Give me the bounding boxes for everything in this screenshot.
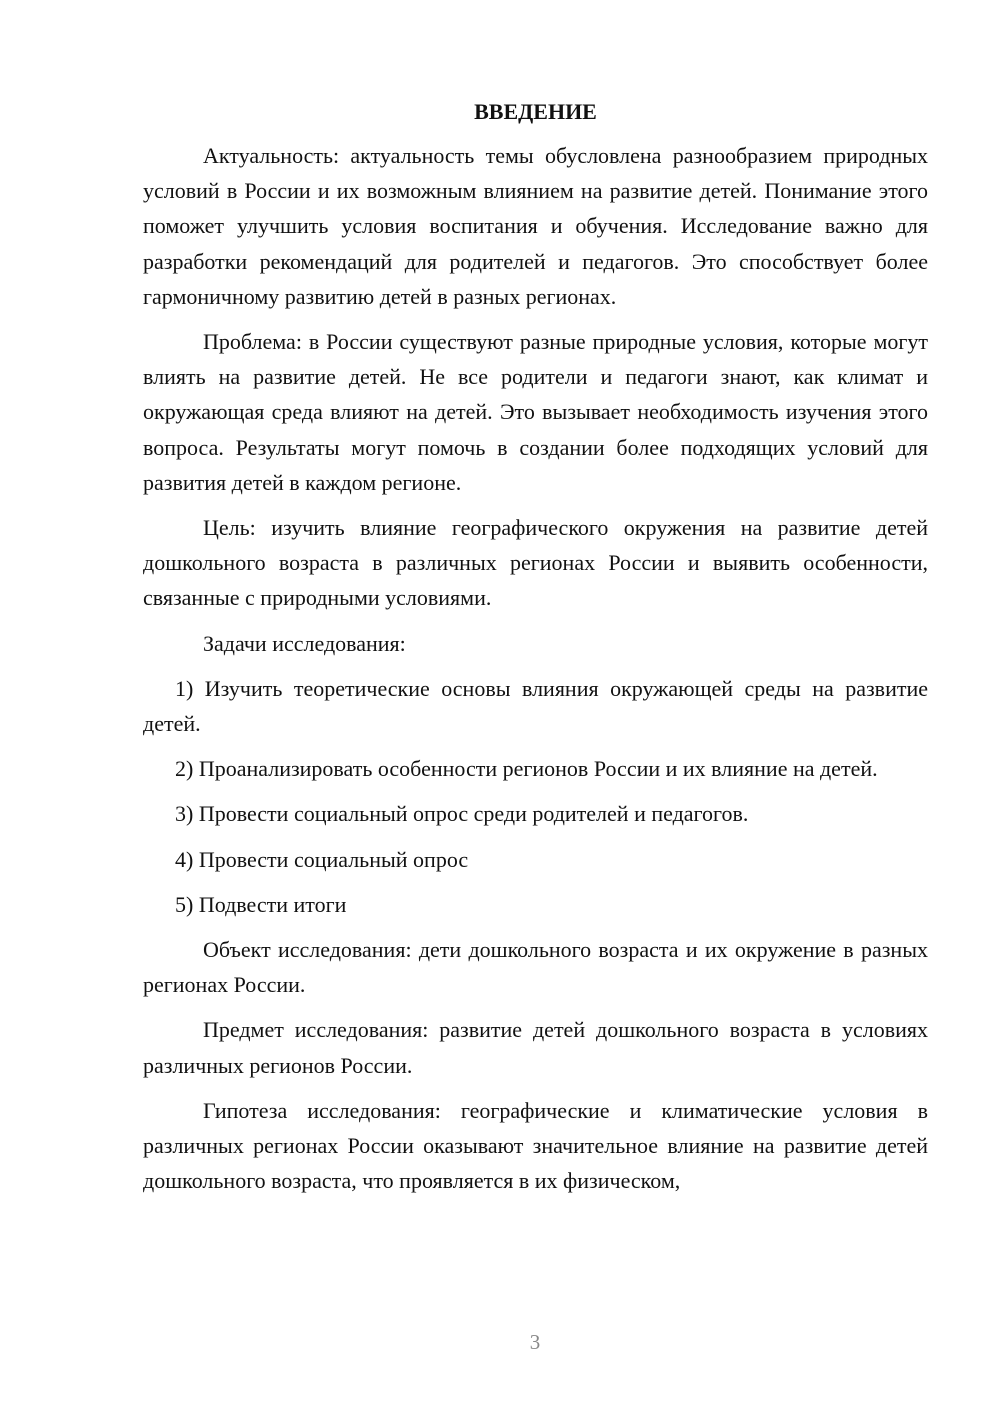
task-item-3: 3) Провести социальный опрос среди родителей и педагогов. [175, 801, 749, 827]
paragraph-object: Объект исследования: дети дошкольного возраста и их окружение в разных регионах России. [143, 937, 928, 998]
task-item-1: 1) Изучить теоретические основы влияния окружающей среды на развитие детей. [143, 675, 928, 737]
paragraph-hypothesis: Гипотеза исследования: географические и климатические условия в различных регионах России оказывают значительное влияние на развитие детей дошкольного возраста, что проявляется в их физическом, [143, 1097, 928, 1194]
page-number: 3 [529, 1330, 541, 1354]
page-content [143, 94, 928, 1208]
task-item-5: 5) Подвести итоги [175, 891, 347, 917]
paragraph-subject: Предмет исследования: развитие детей дошкольного возраста в условиях различных регионов России. [143, 1017, 928, 1078]
paragraph-relevance: Актуальность: актуальность темы обусловлена разнообразием природных условий в России и их возможным влиянием на развитие детей. Понимание этого поможет улучшить условия воспитания и обучения. Исследование важно для разработки рекомендаций для родителей и педагогов. Это способствует более гармоничному развитию детей в разных регионах. [143, 143, 928, 309]
paragraph-problem: Проблема: в России существуют разные природные условия, которые могут влиять на развитие детей. Не все родители и педагоги знают, как климат и окружающая среда влияют на детей. Это вызывает необходимость изучения этого вопроса. Результаты могут помочь в создании более подходящих условий для развития детей в каждом регионе. [143, 329, 928, 495]
tasks-heading: Задачи исследования: [203, 630, 406, 656]
task-item-4: 4) Провести социальный опрос [175, 846, 469, 872]
task-item-2: 2) Проанализировать особенности регионов России и их влияние на детей. [175, 756, 878, 782]
paragraph-goal: Цель: изучить влияние географического окружения на развитие детей дошкольного возраста в различных регионах России и выявить особенности, связанные с природными условиями. [143, 515, 928, 611]
section-title: ВВЕДЕНИЕ [474, 99, 597, 124]
